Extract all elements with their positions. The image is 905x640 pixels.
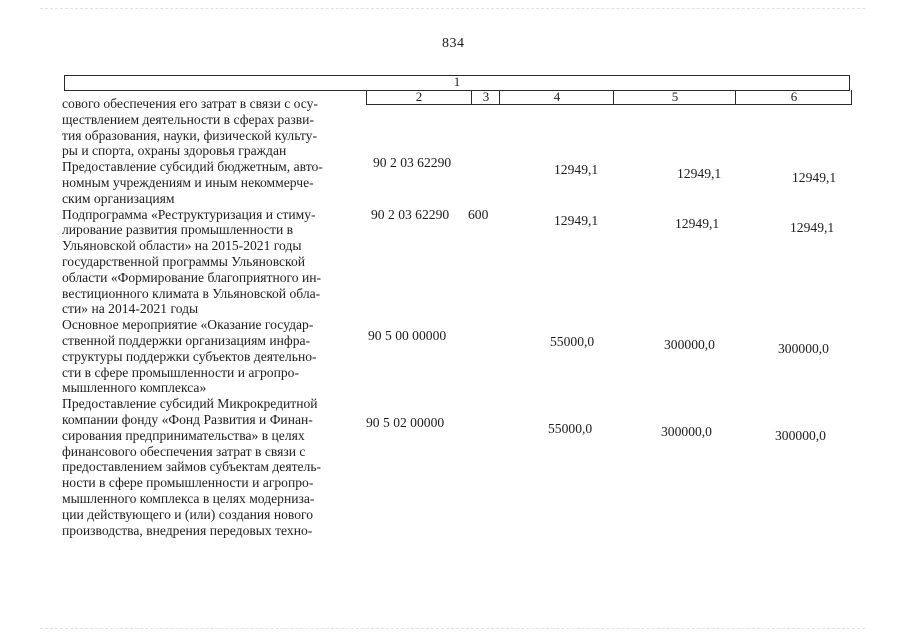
row-value-col5: 300000,0 xyxy=(661,424,712,439)
header-col-1: 1 xyxy=(453,74,461,89)
text-line: сирования предпринимательства» в целях xyxy=(62,427,305,443)
text-line: тия образования, науки, физической культу- xyxy=(62,127,317,143)
scan-artifact-top xyxy=(40,8,865,11)
text-line: ции действующего и (или) создания нового xyxy=(62,506,314,522)
row-vr: 600 xyxy=(468,207,489,222)
text-line: сти» на 2014-2021 годы xyxy=(62,301,199,317)
row-code: 90 5 02 00000 xyxy=(366,415,445,430)
header-col-5: 5 xyxy=(613,90,736,104)
header-row-top xyxy=(64,75,850,91)
text-line: области «Формирование благоприятного ин- xyxy=(62,269,322,285)
text-line: предоставлением займов субъектам деятель- xyxy=(62,459,322,475)
text-line: вестиционного климата в Ульяновской обла- xyxy=(62,285,321,301)
text-line: ским организациям xyxy=(62,190,175,206)
text-line: сти в сфере промышленности и агропро- xyxy=(62,364,299,380)
scan-artifact-bottom xyxy=(40,628,865,631)
text-line: Основное мероприятие «Оказание государ- xyxy=(62,317,314,333)
row-value-col4: 12949,1 xyxy=(554,162,599,177)
header-col-3: 3 xyxy=(471,90,500,104)
text-line: Ульяновской области» на 2015-2021 годы xyxy=(62,238,302,254)
header-col-6: 6 xyxy=(735,90,852,104)
text-line: лирование развития промышленности в xyxy=(62,222,294,238)
text-line: компании фонду «Фонд Развития и Финан- xyxy=(62,411,313,427)
row-value-col6: 12949,1 xyxy=(790,220,835,235)
row-code: 90 2 03 62290 xyxy=(371,207,450,222)
header-row-columns xyxy=(366,90,852,105)
row-value-col4: 55000,0 xyxy=(548,421,593,436)
text-line: ры и спорта, охраны здоровья граждан xyxy=(62,143,287,159)
header-col-4: 4 xyxy=(499,90,614,104)
row-value-col6: 300000,0 xyxy=(775,428,826,443)
row-value-col6: 12949,1 xyxy=(792,170,837,185)
text-line: производства, внедрения передовых техно- xyxy=(62,522,313,538)
text-line: сового обеспечения его затрат в связи с осу- xyxy=(62,96,318,111)
text-line: Предоставление субсидий Микрокредитной xyxy=(62,396,318,412)
row-value-col5: 12949,1 xyxy=(675,216,720,231)
header-col-2: 2 xyxy=(415,89,423,104)
description-column xyxy=(62,96,365,538)
text-line: мышленного комплекса в целях модерниза- xyxy=(62,490,315,506)
row-code: 90 2 03 62290 xyxy=(373,155,452,170)
text-line: мышленного комплекса» xyxy=(62,380,207,396)
text-line: ности в сфере промышленности и агропро- xyxy=(62,475,314,491)
text-line: Предоставление субсидий бюджетным, авто- xyxy=(62,159,323,175)
row-value-col6: 300000,0 xyxy=(778,341,829,356)
row-value-col4: 12949,1 xyxy=(554,213,599,228)
text-line: ществлением деятельности в сферах разви- xyxy=(62,111,314,127)
page-number: 834 xyxy=(442,36,465,51)
text-line: финансового обеспечения затрат в связи с xyxy=(62,443,306,459)
row-value-col4: 55000,0 xyxy=(550,334,595,349)
text-line: структуры поддержки субъектов деятельно- xyxy=(62,348,317,364)
row-value-col5: 12949,1 xyxy=(677,166,722,181)
text-line: Подпрограмма «Реструктуризация и стиму- xyxy=(62,206,316,222)
text-line: номным учреждениям и иным некоммерче- xyxy=(62,174,314,190)
text-line: ственной поддержки организациям инфра- xyxy=(62,332,311,348)
text-line: государственной программы Ульяновской xyxy=(62,253,306,269)
row-value-col5: 300000,0 xyxy=(664,337,715,352)
row-code: 90 5 00 00000 xyxy=(368,328,447,343)
